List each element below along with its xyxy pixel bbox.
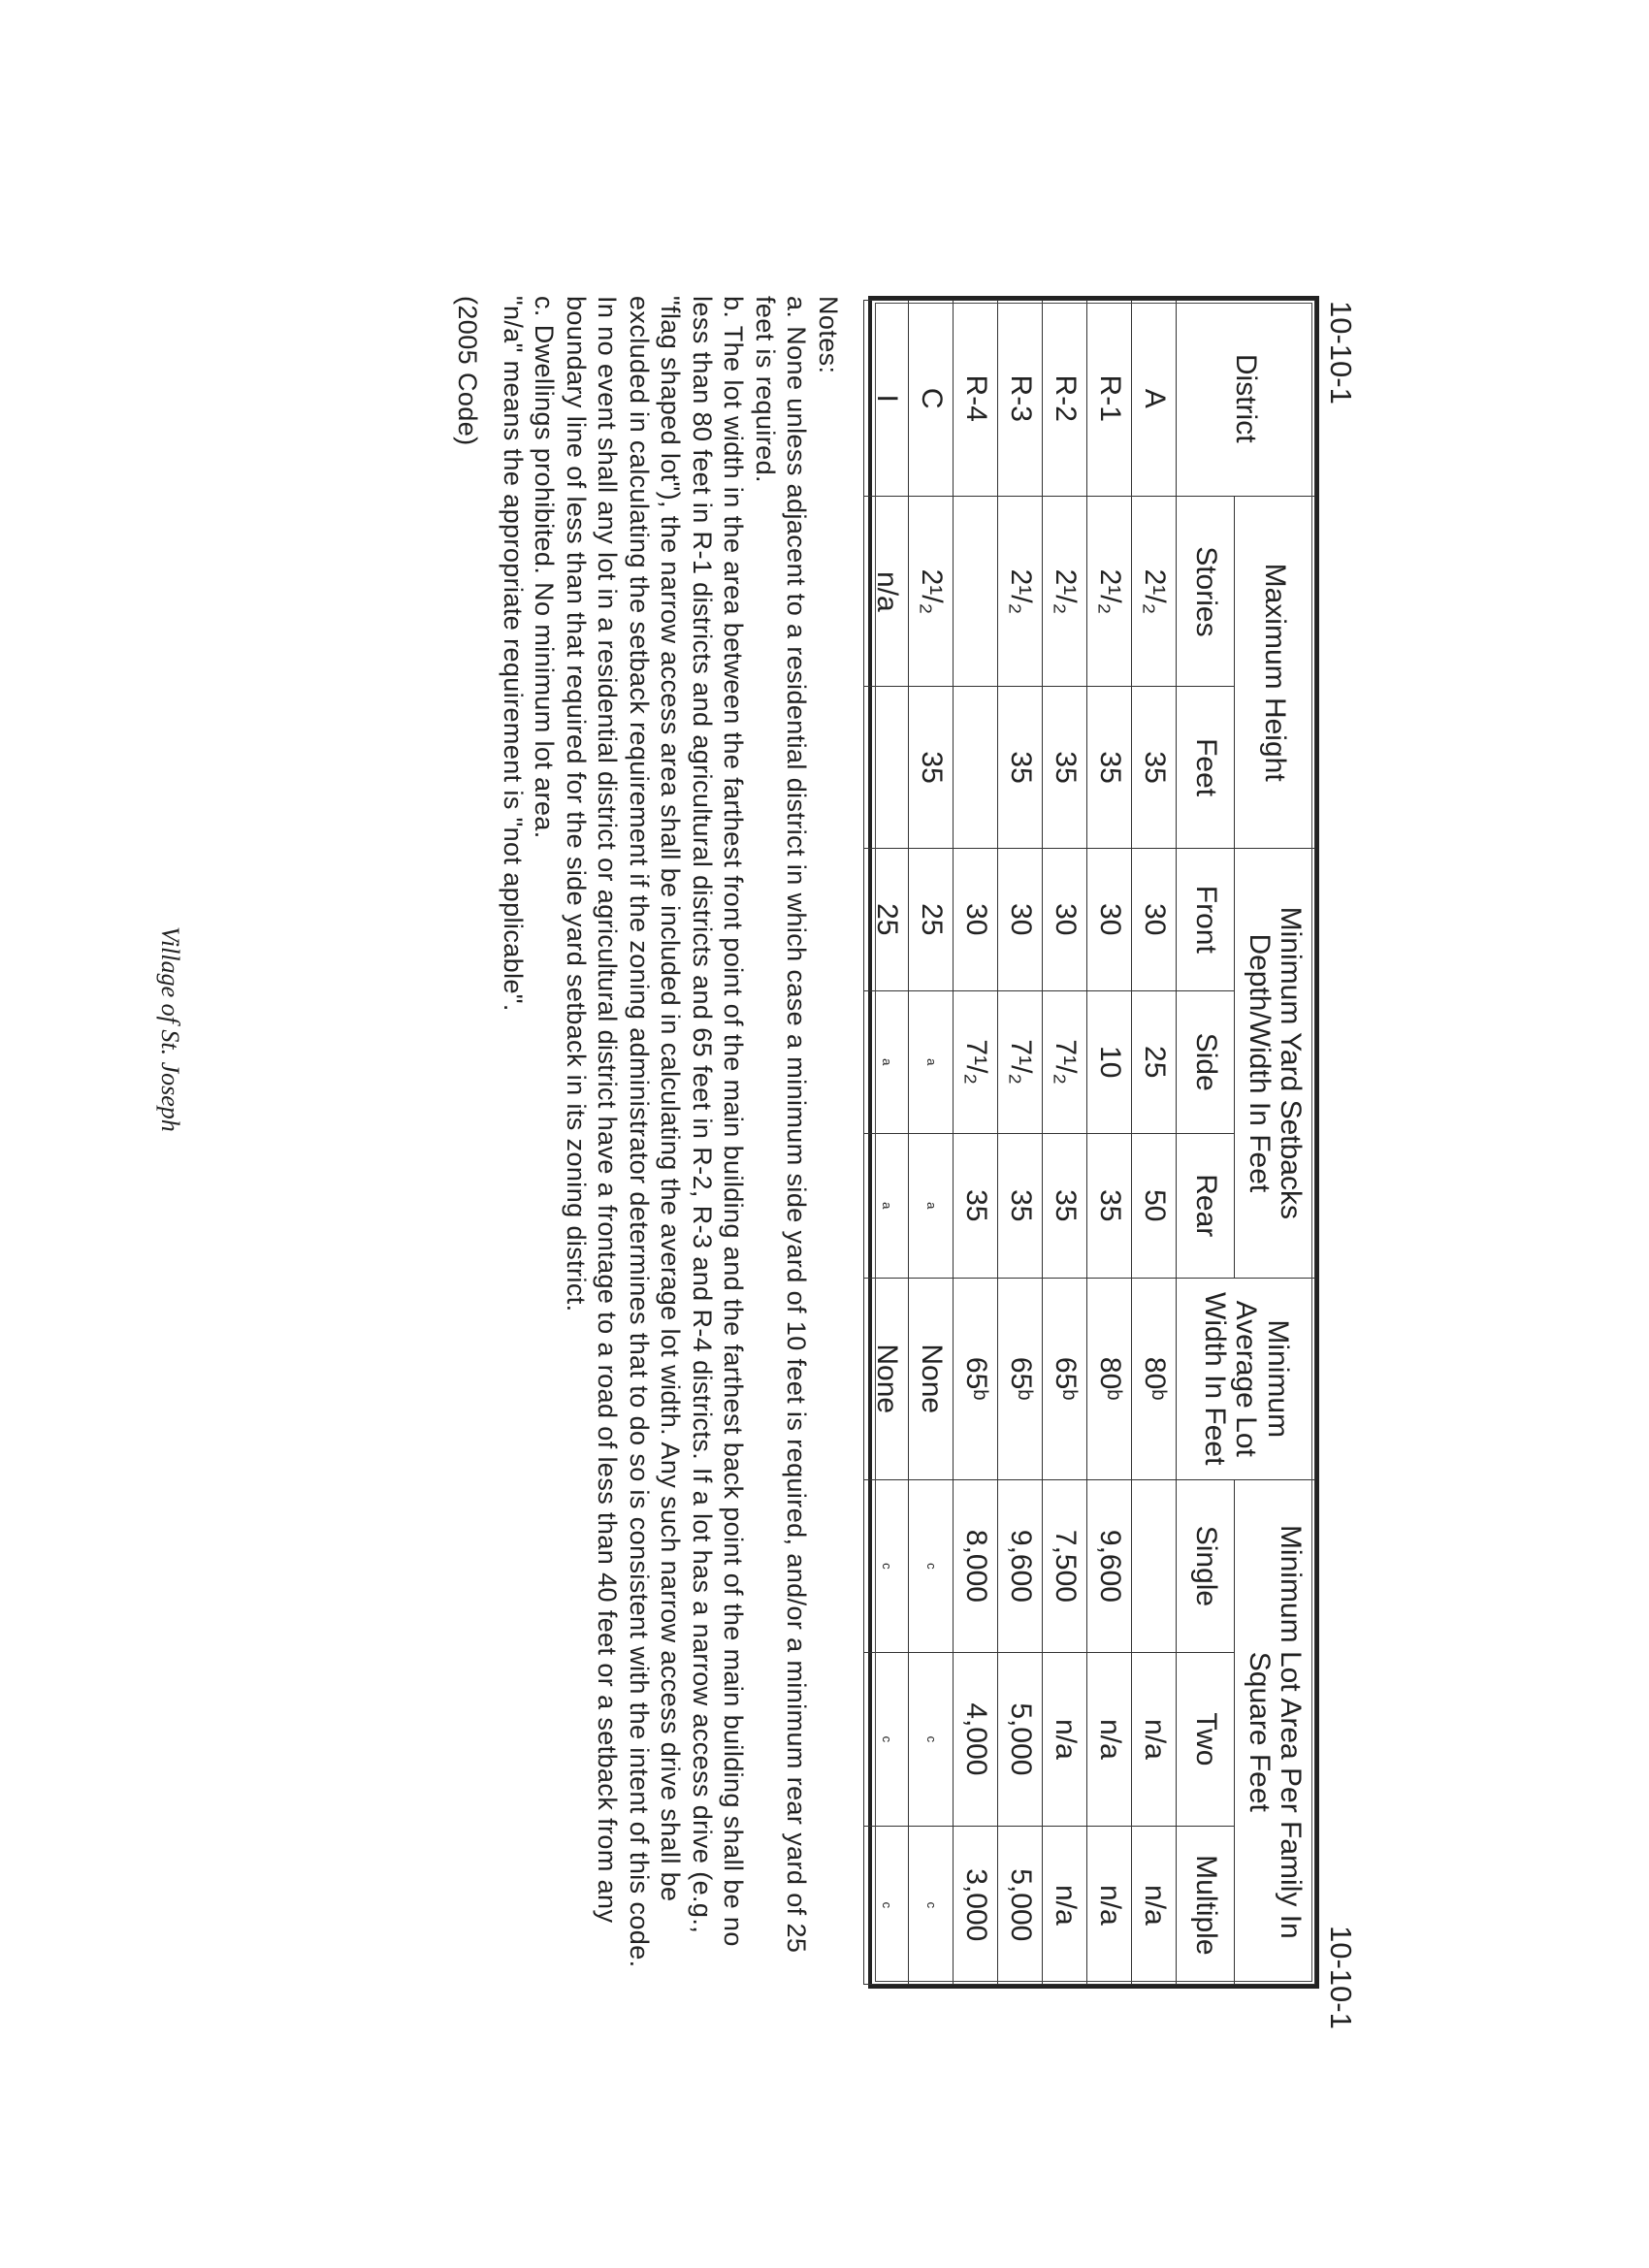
lot-width-header: Minimum Average Lot Width In Feet (1177, 1278, 1315, 1479)
cell-front: 25 (864, 848, 909, 990)
cell-side: 7¹/₂ (954, 990, 998, 1133)
cell-multiple: c (909, 1826, 954, 1984)
note-b: b. The lot width in the area between the farthest front point of the main building and the farthest back point of the main building shall be no less than 80 feet in R-1 districts and agricultural districts and 65 feet in R-2, R-3 and R-4 districts. If a lot has a narrow access drive (e.g., "flag shaped lot"), the narrow access area shall be included in calculating the average lot width. Any such narrow access drive shall be excluded in calculating the setback requirement if the zoning administrator determines that to do so is consistent with the intent of this code. In no event shall any lot in a residential district or agricultural district have a frontage to a road of less than 40 feet or a setback from any boundary line of less than that required for the side yard setback in its zoning district. (562, 296, 749, 1968)
note-a: a. None unless adjacent to a residential district in which case a minimum side yard of 10 feet is required, and/or a minimum rear yard of 25 feet is required. (751, 296, 812, 1954)
cell-width: 65ᵇ (998, 1278, 1043, 1479)
cell-feet: 35 (998, 687, 1043, 849)
section-number-right: 10-10-1 (1324, 1926, 1358, 2029)
cell-single: 9,600 (1087, 1479, 1132, 1652)
cell-stories: 2¹/₂ (1132, 497, 1177, 687)
cell-rear: 35 (954, 1133, 998, 1278)
notes-section (452, 296, 844, 1989)
cell-rear: a (864, 1133, 909, 1278)
cell-two: c (909, 1653, 954, 1826)
stories-header: Stories (1177, 497, 1235, 687)
cell-two: n/a (1132, 1653, 1177, 1826)
village-footer: Village of St. Joseph (156, 926, 184, 1132)
cell-feet: 35 (1132, 687, 1177, 849)
cell-rear: 35 (1087, 1133, 1132, 1278)
cell-multiple: c (864, 1826, 909, 1984)
cell-two: n/a (1043, 1653, 1087, 1826)
cell-rear: a (909, 1133, 954, 1278)
cell-two: 5,000 (998, 1653, 1043, 1826)
cell-multiple: n/a (1043, 1826, 1087, 1984)
cell-side: 7¹/₂ (1043, 990, 1087, 1133)
max-height-header: Maximum Height (1235, 497, 1315, 848)
cell-feet (864, 687, 909, 849)
cell-front: 30 (1087, 848, 1132, 990)
cell-side: 10 (1087, 990, 1132, 1133)
cell-district: I (864, 301, 909, 497)
cell-front: 30 (998, 848, 1043, 990)
single-header: Single (1177, 1479, 1235, 1652)
multiple-header: Multiple (1177, 1826, 1235, 1984)
lot-area-header: Minimum Lot Area Per Family In Square Feet (1235, 1479, 1315, 1984)
cell-two: 4,000 (954, 1653, 998, 1826)
cell-front: 30 (1043, 848, 1087, 990)
cell-district: A (1132, 301, 1177, 497)
front-header: Front (1177, 848, 1235, 990)
cell-rear: 35 (998, 1133, 1043, 1278)
note-na: "n/a" means the appropriate requirement is "not applicable". (499, 296, 528, 1012)
cell-stories: 2¹/₂ (998, 497, 1043, 687)
cell-feet (954, 687, 998, 849)
side-header: Side (1177, 990, 1235, 1133)
cell-side: a (909, 990, 954, 1133)
cell-single: 8,000 (954, 1479, 998, 1652)
cell-two: c (864, 1653, 909, 1826)
setbacks-header: Minimum Yard Setbacks Depth/Width In Feet (1235, 848, 1315, 1278)
cell-single: c (909, 1479, 954, 1652)
cell-side: 7¹/₂ (998, 990, 1043, 1133)
cell-width: None (864, 1278, 909, 1479)
table-row (1043, 301, 1087, 1985)
cell-side: 25 (1132, 990, 1177, 1133)
cell-stories (954, 497, 998, 687)
header-row-top (1235, 301, 1315, 1985)
header-row-sub (1177, 301, 1235, 1985)
cell-multiple: n/a (1132, 1826, 1177, 1984)
cell-width: 65ᵇ (1043, 1278, 1087, 1479)
feet-header: Feet (1177, 687, 1235, 849)
cell-district: R-4 (954, 301, 998, 497)
cell-feet: 35 (1087, 687, 1132, 849)
cell-width: 80ᵇ (1132, 1278, 1177, 1479)
cell-feet: 35 (1043, 687, 1087, 849)
cell-single: c (864, 1479, 909, 1652)
note-c: c. Dwellings prohibited. No minimum lot area. (530, 296, 560, 839)
cell-multiple: 3,000 (954, 1826, 998, 1984)
cell-width: 80ᵇ (1087, 1278, 1132, 1479)
cell-single: 7,500 (1043, 1479, 1087, 1652)
district-header: District (1177, 301, 1315, 497)
code-year: (2005 Code) (453, 296, 483, 446)
cell-rear: 50 (1132, 1133, 1177, 1278)
cell-width: None (909, 1278, 954, 1479)
table-row (954, 301, 998, 1985)
table-row (909, 301, 954, 1985)
cell-multiple: n/a (1087, 1826, 1132, 1984)
cell-side: a (864, 990, 909, 1133)
table-row (864, 301, 909, 1985)
section-number-left: 10-10-1 (1324, 301, 1358, 405)
cell-stories: 2¹/₂ (1087, 497, 1132, 687)
cell-district: R-3 (998, 301, 1043, 497)
table-row (1087, 301, 1132, 1985)
cell-width: 65ᵇ (954, 1278, 998, 1479)
table-body (864, 301, 1177, 1985)
cell-single: 9,600 (998, 1479, 1043, 1652)
zoning-requirements-table (868, 296, 1319, 1989)
table-row (1132, 301, 1177, 1985)
cell-front: 25 (909, 848, 954, 990)
cell-multiple: 5,000 (998, 1826, 1043, 1984)
table-row (998, 301, 1043, 1985)
cell-stories: n/a (864, 497, 909, 687)
cell-single (1132, 1479, 1177, 1652)
cell-feet: 35 (909, 687, 954, 849)
cell-two: n/a (1087, 1653, 1132, 1826)
cell-stories: 2¹/₂ (1043, 497, 1087, 687)
cell-district: R-2 (1043, 301, 1087, 497)
cell-district: R-1 (1087, 301, 1132, 497)
notes-heading: Notes: (814, 296, 843, 374)
requirements-grid (863, 300, 1315, 1985)
two-header: Two (1177, 1653, 1235, 1826)
cell-front: 30 (1132, 848, 1177, 990)
cell-rear: 35 (1043, 1133, 1087, 1278)
rear-header: Rear (1177, 1133, 1235, 1278)
cell-stories: 2¹/₂ (909, 497, 954, 687)
cell-district: C (909, 301, 954, 497)
cell-front: 30 (954, 848, 998, 990)
